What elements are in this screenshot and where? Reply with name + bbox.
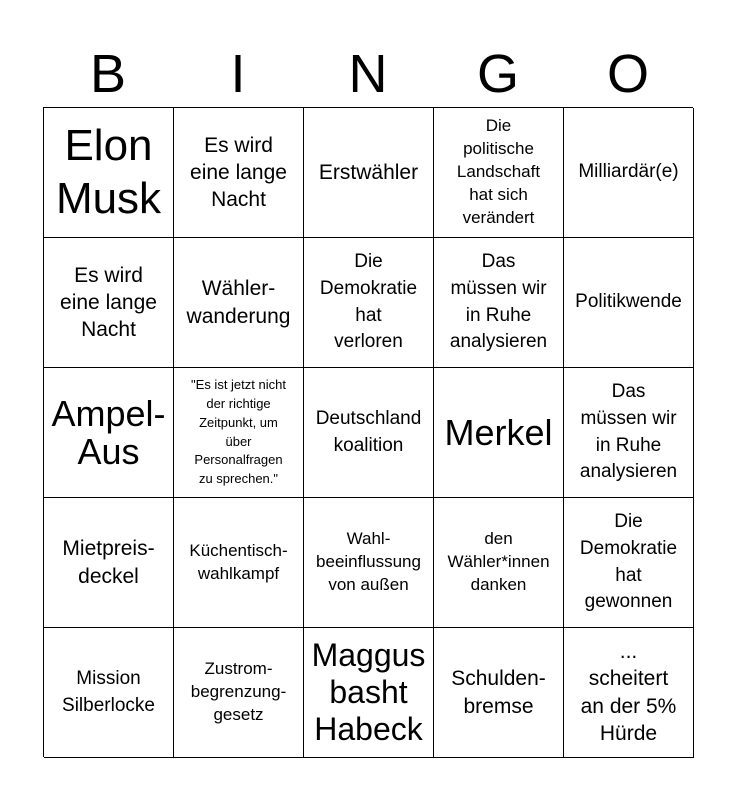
cell-text: den Wähler*innen danken <box>447 529 550 594</box>
cell-text: Elon Musk <box>55 120 162 223</box>
cell-text: Die Demokratie hat gewonnen <box>579 511 678 613</box>
cell-text: Milliardär(e) <box>578 161 679 183</box>
cell-text: Mietpreis- deckel <box>62 537 155 588</box>
bingo-cell-r3c3[interactable] <box>304 368 434 498</box>
cell-text: "Es ist jetzt nicht der richtige Zeitpunkt, um über Personalfragen zu sprechen." <box>191 376 286 487</box>
bingo-cell-r1c5[interactable] <box>564 108 694 238</box>
cell-text: Zustrom- begrenzung- gesetz <box>190 659 287 724</box>
bingo-cell-r5c1[interactable] <box>44 628 174 758</box>
header-letter-n: N <box>348 44 388 104</box>
cell-text: Das müssen wir in Ruhe analysieren <box>579 381 678 483</box>
header-letter-o: O <box>606 44 649 104</box>
header-letter-g: G <box>476 44 519 104</box>
bingo-cell-r4c1[interactable] <box>44 498 174 628</box>
bingo-header <box>43 40 693 108</box>
cell-text: Maggus basht Habeck <box>311 637 426 747</box>
bingo-cell-r4c4[interactable] <box>434 498 564 628</box>
cell-text: Wahl- beeinflussung von außen <box>316 529 421 594</box>
bingo-cell-r5c5[interactable] <box>564 628 694 758</box>
cell-text: Die Demokratie hat verloren <box>319 251 418 353</box>
cell-text: Wähler- wanderung <box>186 277 291 328</box>
bingo-cell-r3c5[interactable] <box>564 368 694 498</box>
bingo-cell-r1c2[interactable] <box>174 108 304 238</box>
bingo-cell-r2c2[interactable] <box>174 238 304 368</box>
bingo-cell-r4c2[interactable] <box>174 498 304 628</box>
bingo-cell-r3c1[interactable] <box>44 368 174 498</box>
cell-text: Ampel- Aus <box>51 392 166 472</box>
cell-text: Mission Silberlocke <box>62 667 155 716</box>
bingo-cell-r3c2[interactable] <box>174 368 304 498</box>
cell-text: Es wird eine lange Nacht <box>60 263 157 342</box>
header-letter-i: I <box>230 44 246 104</box>
bingo-cell-r1c3[interactable] <box>304 108 434 238</box>
cell-text: Deutschland koalition <box>315 407 422 456</box>
bingo-cell-r3c4[interactable] <box>434 368 564 498</box>
header-letter-b: B <box>89 44 127 104</box>
bingo-cell-r4c5[interactable] <box>564 498 694 628</box>
bingo-cell-r2c4[interactable] <box>434 238 564 368</box>
cell-text: Schulden- bremse <box>451 667 546 718</box>
cell-text: Küchentisch- wahlkampf <box>189 540 288 583</box>
cell-text: ... scheitert an der 5% Hürde <box>580 639 677 745</box>
bingo-cell-r4c3[interactable] <box>304 498 434 628</box>
bingo-cell-r2c1[interactable] <box>44 238 174 368</box>
bingo-cell-r1c1[interactable] <box>44 108 174 238</box>
bingo-cell-r2c5[interactable] <box>564 238 694 368</box>
bingo-cell-r2c3[interactable] <box>304 238 434 368</box>
cell-text: Merkel <box>444 411 553 453</box>
cell-text: Die politische Landschaft hat sich verändert <box>456 116 541 227</box>
cell-text: Erstwähler <box>318 160 419 184</box>
bingo-card-grid <box>43 107 693 757</box>
cell-text: Politikwende <box>575 291 682 313</box>
bingo-cell-r5c2[interactable] <box>174 628 304 758</box>
cell-text: Das müssen wir in Ruhe analysieren <box>449 251 548 353</box>
bingo-cell-r1c4[interactable] <box>434 108 564 238</box>
cell-text: Es wird eine lange Nacht <box>190 133 287 212</box>
bingo-cell-r5c4[interactable] <box>434 628 564 758</box>
bingo-cell-r5c3[interactable] <box>304 628 434 758</box>
